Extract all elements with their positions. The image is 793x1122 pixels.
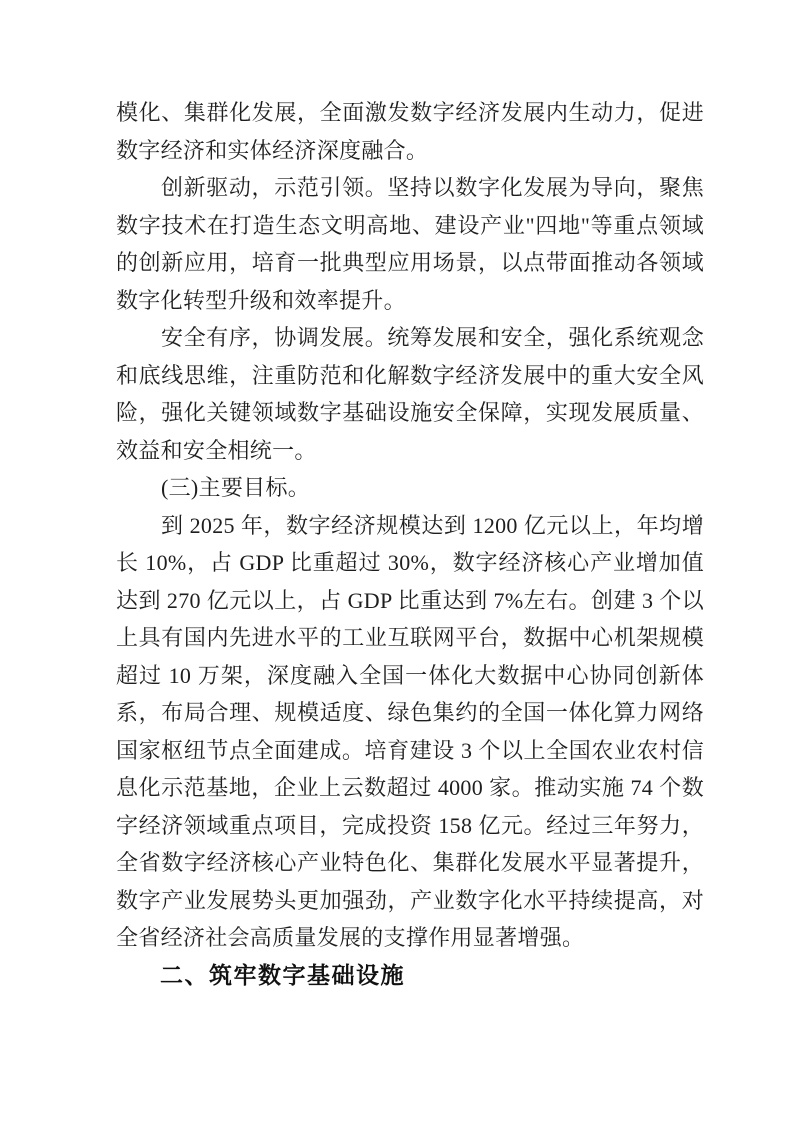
document-body (116, 94, 704, 994)
paragraph-2025-targets: 到 2025 年，数字经济规模达到 1200 亿元以上，年均增长 10%，占 GDP 比重超过 30%，数字经济核心产业增加值达到 270 亿元以上，占 GDP 比重达到 7%左右。创建 3 个以上具有国内先进水平的工业互联网平台，数据中心机架规模超过 10 万架，深度融入全国一体化大数据中心协同创新体系，布局合理、规模适度、绿色集约的全国一体化算力网络国家枢纽节点全面建成。培育建设 3 个以上全国农业农村信息化示范基地，企业上云数超过 4000 家。推动实施 74 个数字经济领域重点项目，完成投资 158 亿元。经过三年努力，全省数字经济核心产业特色化、集群化发展水平显著提升，数字产业发展势头更加强劲，产业数字化水平持续提高，对全省经济社会高质量发展的支撑作用显著增强。 (116, 512, 704, 950)
subheading-main-goals: (三)主要目标。 (161, 475, 311, 500)
paragraph-safety-coordination: 安全有序，协调发展。统筹发展和安全，强化系统观念和底线思维，注重防范和化解数字经济发展中的重大安全风险，强化关键领域数字基础设施安全保障，实现发展质量、效益和安全相统一。 (116, 325, 704, 463)
paragraph-innovation-driven: 创新驱动，示范引领。坚持以数字化发展为导向，聚焦数字技术在打造生态文明高地、建设产业"四地"等重点领域的创新应用，培育一批典型应用场景，以点带面推动各领域数字化转型升级和效率提升。 (116, 175, 704, 313)
section-heading-digital-infrastructure: 二、筑牢数字基础设施 (160, 961, 405, 988)
paragraph-scale-cluster-continuation: 模化、集群化发展，全面激发数字经济发展内生动力，促进数字经济和实体经济深度融合。 (116, 100, 704, 163)
